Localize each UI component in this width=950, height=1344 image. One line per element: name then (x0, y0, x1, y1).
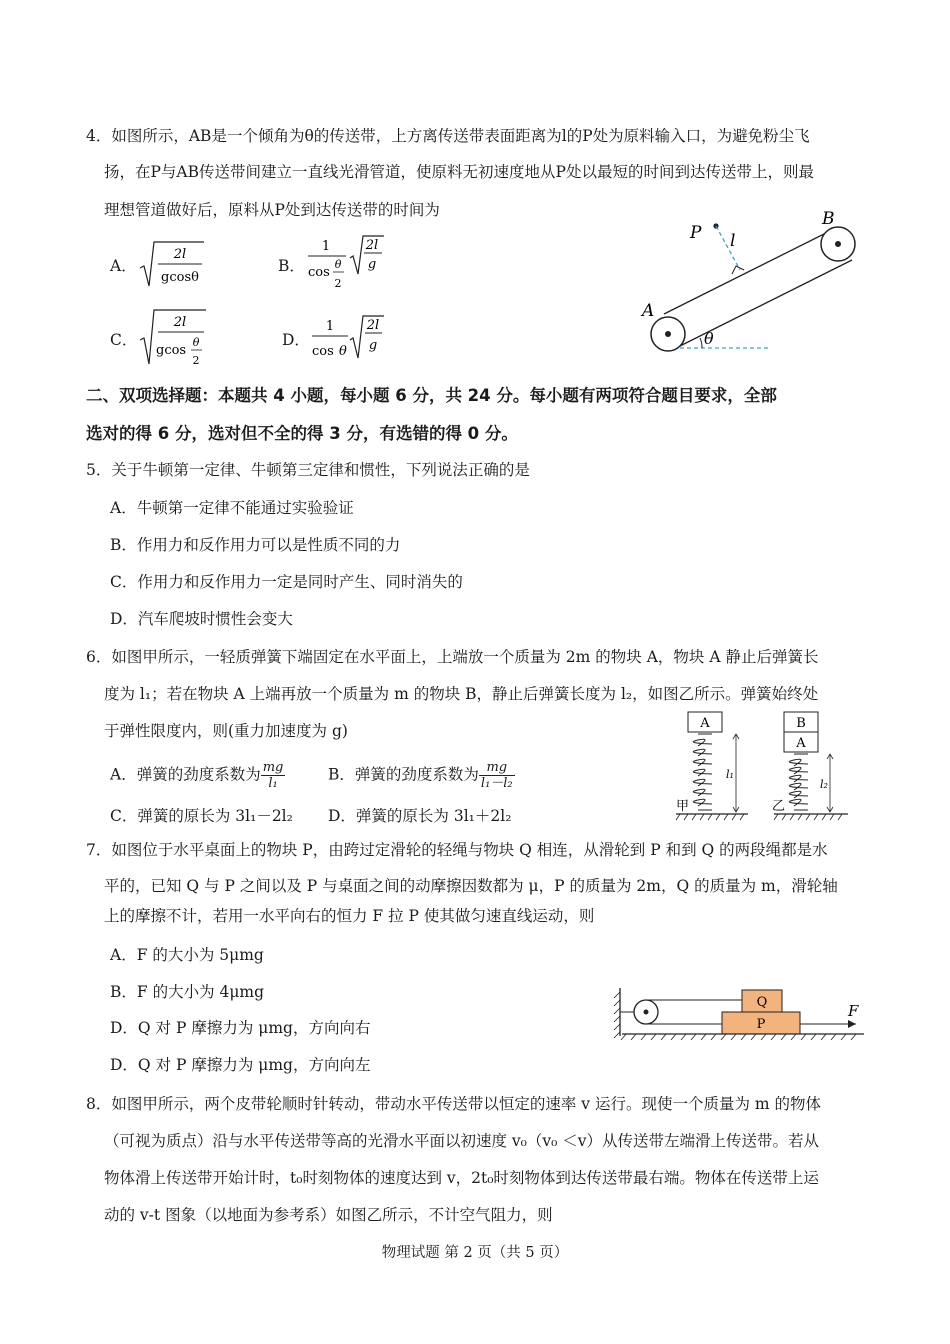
q4-c-two: 2 (192, 354, 200, 367)
section2-heading-line-2: 选对的得 6 分，选对但不全的得 3 分，有选错的得 0 分。 (86, 424, 518, 443)
q5-option-c: C．作用力和反作用力一定是同时产生、同时消失的 (110, 573, 463, 591)
q7-line-1: 7．如图位于水平桌面上的物块 P，由跨过定滑轮的轻绳与物块 Q 相连，从滑轮到 P 和到 Q 的两段绳都是水 (86, 841, 828, 859)
label-jia: 甲 (676, 799, 690, 814)
label-l2: l₂ (820, 778, 828, 791)
q6-a-num: mg (262, 760, 284, 775)
label-p-block: P (756, 1017, 766, 1032)
page-footer: 物理试题 第 2 页（共 5 页） (381, 1245, 569, 1261)
label-l1: l₁ (726, 768, 734, 781)
q4-option-c-formula (138, 306, 210, 372)
q6-option-a: A．弹簧的劲度系数为 $\frac{mg}{\text{l₁}}$ (110, 760, 284, 791)
q8-line-3: 物体滑上传送带开始计时，t₀时刻物体的速度达到 v，2t₀时刻物体到达传送带最右端。物体在传送带上运 (104, 1169, 819, 1187)
q4-d-sqrt-num: 2l (366, 318, 380, 333)
q6-option-b: B．弹簧的劲度系数为 $\frac{mg}{\text{l₁－l₂}}$ (328, 760, 513, 791)
q6-line-3: 于弹性限度内，则(重力加速度为 g) (104, 722, 348, 740)
q4-option-a: A． (110, 257, 137, 275)
q4-option-d-formula (310, 312, 386, 366)
label-l: l (730, 231, 736, 251)
q6-a-den: l₁ (268, 776, 278, 791)
label-f: F (848, 1002, 859, 1020)
q4-line-2: 扬，在P与AB传送带间建立一直线光滑管道，使原料无初速度地从P处以最短的时间到达传送带上，则最 (104, 163, 814, 181)
q4-b-two: 2 (334, 277, 342, 290)
right-angle-mark (732, 266, 744, 274)
q5-stem: 5．关于牛顿第一定律、牛顿第三定律和惯性，下列说法正确的是 (86, 461, 530, 479)
q4-line-1: 4．如图所示，AB是一个倾角为θ的传送带，上方离传送带表面距离为l的P处为原料输入口，为避免粉尘飞 (86, 127, 810, 145)
q4-a-den: gcosθ (161, 270, 199, 285)
q4-d-theta: θ (339, 344, 347, 359)
q4-b-num: 1 (321, 239, 331, 254)
label-block-a-left: A (700, 716, 710, 731)
label-block-a-right: A (796, 736, 806, 751)
q4-option-a-formula (138, 238, 208, 290)
label-block-b: B (796, 716, 806, 731)
q4-d-num: 1 (325, 319, 335, 334)
q4-d-cos: cos (312, 344, 334, 359)
q7-option-d: D．Q 对 P 摩擦力为 μmg，方向向左 (110, 1056, 371, 1074)
label-a: A (642, 301, 655, 321)
q4-option-d: D． (282, 331, 310, 349)
q4-option-b: B． (278, 257, 305, 275)
q7-option-b: B．F 的大小为 4μmg (110, 983, 265, 1001)
q6-line-1: 6．如图甲所示，一轻质弹簧下端固定在水平面上，上端放一个质量为 2m 的物块 A，物块 A 静止后弹簧长 (86, 648, 819, 666)
q8-line-4: 动的 v-t 图象（以地面为参考系）如图乙所示，不计空气阻力，则 (104, 1206, 553, 1224)
label-p: P (690, 223, 702, 243)
q4-line-3: 理想管道做好后，原料从P处到达传送带的时间为 (104, 201, 440, 219)
q7-option-a: A．F 的大小为 5μmg (110, 946, 264, 964)
q4-d-sqrt-den: g (368, 338, 378, 353)
q4-c-den: gcos (156, 343, 187, 358)
q4-a-num: 2l (173, 247, 187, 262)
q7-pulley-diagram (612, 984, 868, 1046)
q4-option-b-formula (304, 232, 388, 300)
q7-line-2: 平的，已知 Q 与 P 之间以及 P 与桌面之间的动摩擦因数都为 μ，P 的质量为 2m，Q 的质量为 m，滑轮轴 (104, 877, 838, 895)
label-q: Q (756, 995, 768, 1010)
q6-b-den: l₁－l₂ (480, 776, 513, 791)
angle-arc (700, 338, 702, 348)
q6-b-num: mg (479, 760, 515, 776)
q7-line-3: 上的摩擦不计，若用一水平向右的恒力 F 拉 P 使其做匀速直线运动，则 (104, 907, 595, 925)
q4-b-theta: θ (334, 258, 342, 271)
q4-option-c: C． (110, 331, 138, 349)
q5-option-d: D．汽车爬坡时惯性会变大 (110, 610, 293, 628)
q6-line-2: 度为 l₁；若在物块 A 上端再放一个质量为 m 的物块 B，静止后弹簧长度为 l₂，如图乙所示。弹簧始终处 (104, 685, 819, 703)
q4-c-num: 2l (173, 315, 187, 330)
section2-heading-line-1: 二、双项选择题：本题共 4 小题，每小题 6 分，共 24 分。每小题有两项符合题目要求，全部 (86, 386, 777, 405)
label-yi: 乙 (772, 799, 786, 814)
spring-left (693, 734, 712, 810)
q8-line-1: 8．如图甲所示，两个皮带轮顺时针转动，带动水平传送带以恒定的速率 v 运行。现使一个质量为 m 的物体 (86, 1095, 822, 1113)
q4-b-sqrt-den: g (367, 257, 377, 272)
spring-right (789, 754, 808, 810)
q6-option-c: C．弹簧的原长为 3l₁－2l₂ (110, 807, 293, 825)
q5-option-a: A．牛顿第一定律不能通过实验验证 (110, 499, 354, 517)
q4-b-cos: cos (308, 265, 330, 280)
q4-conveyor-diagram (640, 206, 876, 356)
q4-c-theta: θ (192, 336, 200, 349)
distance-line (716, 226, 740, 270)
q8-line-2: （可视为质点）沿与水平传送带等高的光滑水平面以初速度 v₀（v₀ ＜v）从传送带左端滑上传送带。若从 (104, 1132, 820, 1150)
q6-spring-diagram (668, 706, 868, 828)
label-theta: θ (704, 329, 714, 348)
q7-option-c: D．Q 对 P 摩擦力为 μmg，方向向右 (110, 1019, 371, 1037)
q5-option-b: B．作用力和反作用力可以是性质不同的力 (110, 536, 401, 554)
label-b: B (822, 209, 835, 229)
q4-b-sqrt-num: 2l (365, 238, 379, 253)
q6-option-d: D．弹簧的原长为 3l₁＋2l₂ (328, 807, 512, 825)
